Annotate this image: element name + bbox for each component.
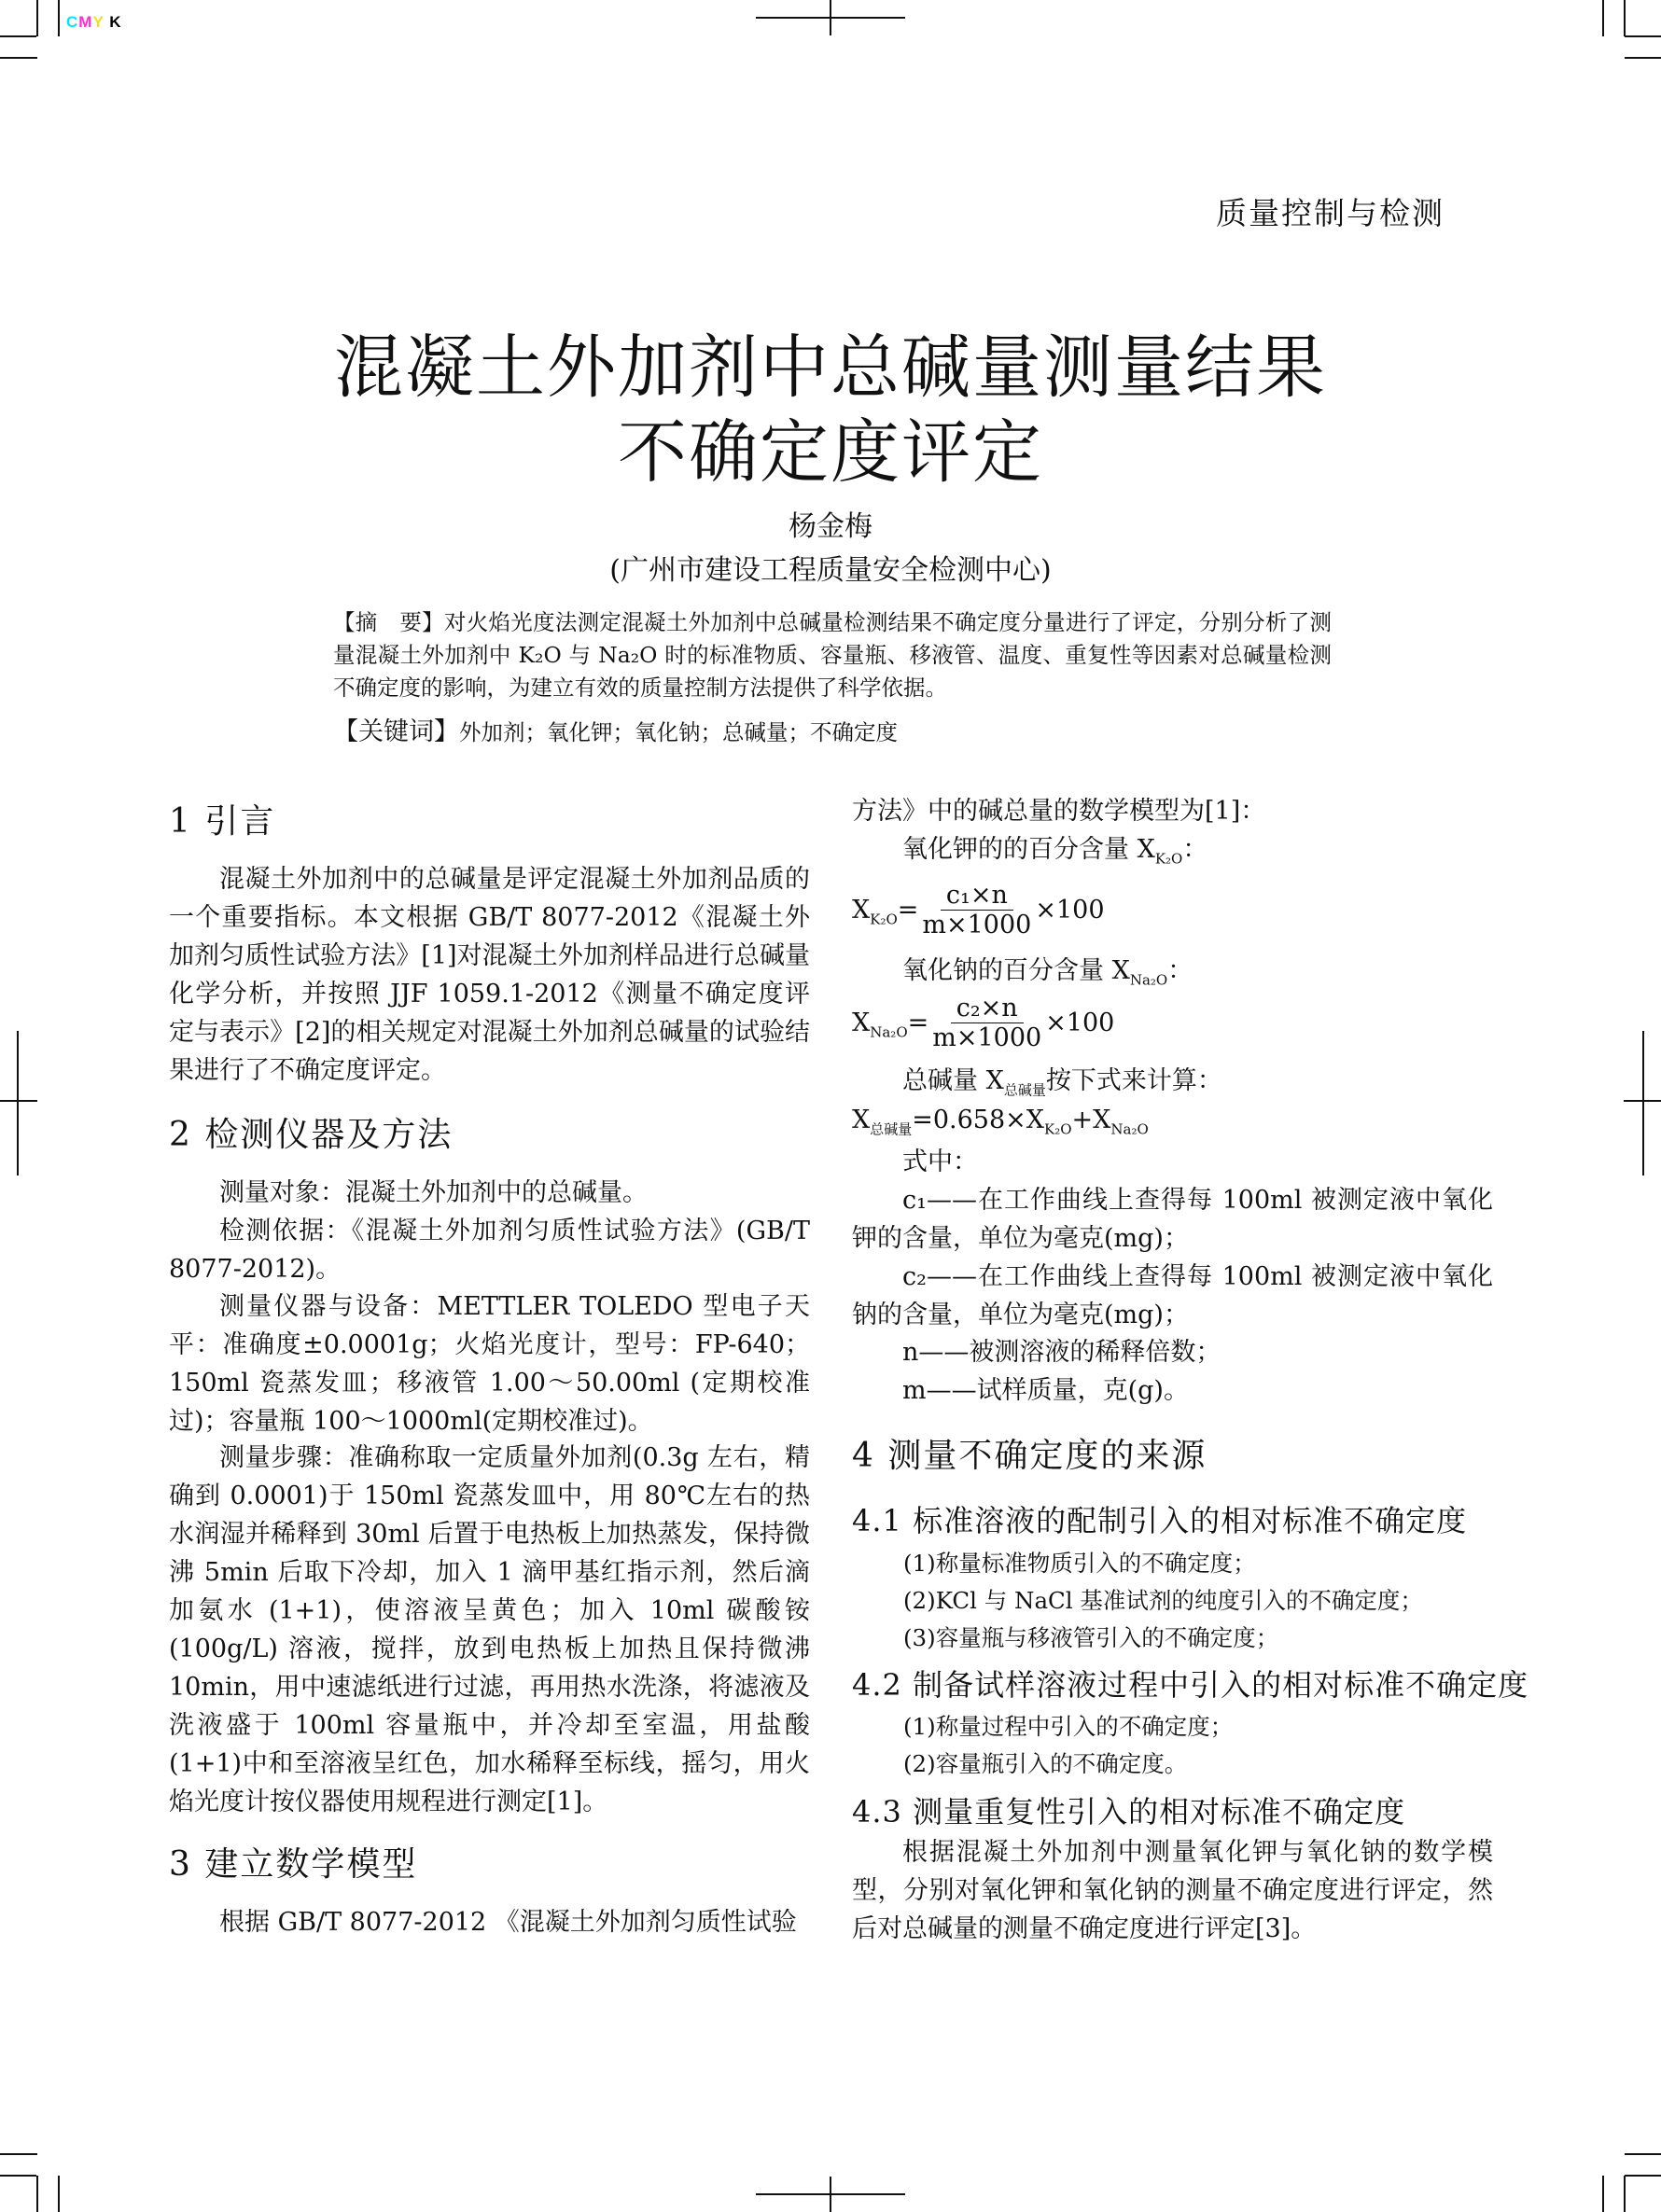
list-item: (3)容量瓶与移液管引入的不确定度；: [903, 1624, 1279, 1651]
fraction: $\frac{\text{c₁×n}}{m\times 1000}$: [922, 881, 1032, 939]
fraction: $\frac{\text{c₂×n}}{m\times 1000}$: [932, 994, 1042, 1052]
section-2-paragraph-4: 测量步骤：准确称取一定质量外加剂(0.3g 左右，精确到 0.0001)于 150ml 瓷蒸发皿中，用 80℃左右的热水润湿并稀释到 30ml 后置于电热板上加热蒸发，保持微沸 5min 后取下冷却，加入 1 滴甲基红指示剂，然后滴加氨水 (1+1)，使溶液呈黄色；加入 10ml 碳酸铵 (100g/L) 溶液，搅拌，放到电热板上加热且保持微沸 10min，用中速滤纸进行过滤，再用热水洗涤，将滤液及洗液盛于 100ml 容量瓶中，并冷却至室温，用盐酸(1+1)中和至溶液呈红色，加水稀释至标线，摇匀，用火焰光度计按仪器使用规程进行测定[1]。: [169, 1443, 810, 1816]
def-m: m——试样质量，克(g)。: [902, 1376, 1189, 1405]
section-3-paragraph-cont: 方法》中的碱总量的数学模型为[1]：: [852, 797, 1266, 826]
section-4-heading: 4 测量不确定度的来源: [852, 1437, 1207, 1475]
section-3-paragraph: 根据 GB/T 8077-2012 《混凝土外加剂匀质性试验: [219, 1908, 797, 1937]
total-alkali-label: 总碱量 $X_{总碱量}$按下式来计算：: [902, 1066, 1222, 1099]
section-2-heading: 2 检测仪器及方法: [169, 1116, 454, 1154]
section-4-2-heading: 4.2 制备试样溶液过程中引入的相对标准不确定度: [852, 1667, 1529, 1703]
author: 杨金梅: [789, 510, 872, 543]
section-2-paragraph-3: 测量仪器与设备：METTLER TOLEDO 型电子天平：准确度±0.0001g；火焰光度计，型号：FP-640；150ml 瓷蒸发皿；移液管 1.00～50.00ml (定期校准过)；容量瓶 100～1000ml(定期校准过)。: [169, 1292, 810, 1436]
cmyk-registration-label: CMY K: [66, 13, 122, 31]
abstract: [333, 606, 1332, 704]
keywords-text: 外加剂；氧化钾；氧化钠；总碱量；不确定度: [459, 719, 898, 745]
section-4-3-heading: 4.3 测量重复性引入的相对标准不确定度: [852, 1794, 1406, 1829]
list-item: (1)称量过程中引入的不确定度；: [903, 1713, 1234, 1740]
title-line-2: 不确定度评定: [618, 412, 1043, 493]
k2o-label: 氧化钾的的百分含量 $X_{K_2O}$：: [902, 835, 1208, 868]
abstract-label: 【摘 要】: [333, 609, 444, 635]
affiliation: (广州市建设工程质量安全检测中心): [609, 554, 1052, 587]
section-4-1-list: [903, 1545, 1500, 1657]
section-4-1-heading: 4.1 标准溶液的配制引入的相对标准不确定度: [852, 1503, 1468, 1538]
def-n: n——被测溶液的稀释倍数；: [902, 1338, 1221, 1367]
keywords: [333, 711, 898, 747]
list-item: (1)称量标准物质引入的不确定度；: [903, 1550, 1256, 1577]
na2o-label: 氧化钠的百分含量 $X_{Na_2O}$：: [902, 956, 1193, 989]
section-2-paragraph-2: 检测依据：《混凝土外加剂匀质性试验方法》(GB/T 8077-2012)。: [169, 1217, 810, 1284]
where-label: 式中：: [902, 1148, 978, 1176]
list-item: (2)KCl 与 NaCl 基准试剂的纯度引入的不确定度；: [903, 1587, 1423, 1614]
section-4-3-paragraph: 根据混凝土外加剂中测量氧化钾与氧化钠的数学模型，分别对氧化钾和氧化钠的测量不确定度进行评定，然后对总碱量的测量不确定度进行评定[3]。: [852, 1838, 1493, 1943]
keywords-label: 【关键词】: [333, 717, 459, 746]
section-2-paragraph-1: 测量对象：混凝土外加剂中的总碱量。: [219, 1178, 648, 1207]
abstract-text: 对火焰光度法测定混凝土外加剂中总碱量检测结果不确定度分量进行了评定，分别分析了测量混凝土外加剂中 K₂O 与 Na₂O 时的标准物质、容量瓶、移液管、温度、重复性等因素对总碱量检测不确定度的影响，为建立有效的质量控制方法提供了科学依据。: [333, 609, 1333, 701]
running-header: 质量控制与检测: [1216, 195, 1445, 231]
section-3-heading: 3 建立数学模型: [169, 1845, 418, 1884]
list-item: (2)容量瓶引入的不确定度。: [903, 1750, 1188, 1777]
formula-na2o: $X_{Na_2O}=$ $\frac{\text{c₂×n}}{m\times 1000}$ ×100: [852, 994, 1115, 1052]
formula-total: $X_{总碱量}=0.658\times X_{K_2O}+X_{Na_2O}$: [852, 1106, 1149, 1138]
def-c1: c₁——在工作曲线上查得每 100ml 被测定液中氧化钾的含量，单位为毫克(mg)；: [852, 1186, 1493, 1253]
section-4-2-list: [903, 1708, 1500, 1783]
section-1-paragraph: 混凝土外加剂中的总碱量是评定混凝土外加剂品质的一个重要指标。本文根据 GB/T 8077-2012《混凝土外加剂匀质性试验方法》[1]对混凝土外加剂样品进行总碱量化学分析，并按照 JJF 1059.1-2012《测量不确定度评定与表示》[2]的相关规定对混凝土外加剂总碱量的试验结果进行了不确定度评定。: [169, 865, 810, 1085]
formula-k2o: $X_{K_2O}=$ $\frac{\text{c₁×n}}{m\times 1000}$ ×100: [852, 881, 1105, 939]
def-c2: c₂——在工作曲线上查得每 100ml 被测定液中氧化钠的含量，单位为毫克(mg)；: [852, 1262, 1493, 1329]
title-line-1: 混凝土外加剂中总碱量测量结果: [334, 327, 1327, 408]
section-1-heading: 1 引言: [169, 802, 276, 841]
